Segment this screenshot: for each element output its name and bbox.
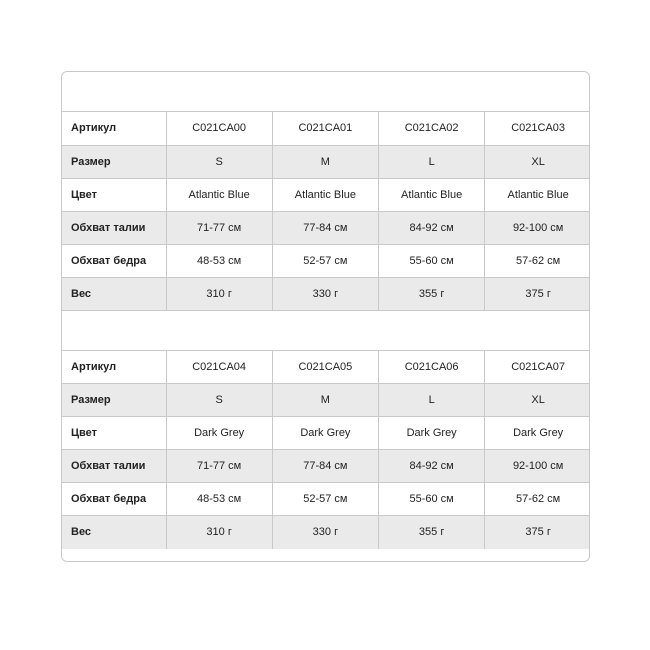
- row-label: Артикул: [62, 112, 166, 145]
- table-cell: 375 г: [485, 277, 590, 310]
- table-cell: 375 г: [485, 516, 590, 549]
- table-cell: Dark Grey: [485, 417, 590, 450]
- row-label: Обхват талии: [62, 450, 166, 483]
- table-cell: M: [272, 384, 378, 417]
- row-label: Артикул: [62, 351, 166, 384]
- table-row: [62, 178, 590, 211]
- table-cell: Atlantic Blue: [272, 178, 378, 211]
- table-cell: C021CA04: [166, 351, 272, 384]
- row-label: Размер: [62, 384, 166, 417]
- table-cell: 71-77 см: [166, 450, 272, 483]
- spec-table-dark-grey: [62, 351, 590, 549]
- table-cell: Dark Grey: [379, 417, 485, 450]
- table-cell: S: [166, 145, 272, 178]
- table-row: [62, 450, 590, 483]
- table-cell: 310 г: [166, 516, 272, 549]
- table-row: [62, 516, 590, 549]
- table-cell: Atlantic Blue: [379, 178, 485, 211]
- table-cell: L: [379, 145, 485, 178]
- table-cell: C021CA03: [485, 112, 590, 145]
- table-cell: C021CA05: [272, 351, 378, 384]
- table-cell: 92-100 см: [485, 211, 590, 244]
- row-label: Размер: [62, 145, 166, 178]
- table-cell: 310 г: [166, 277, 272, 310]
- table-cell: 48-53 см: [166, 483, 272, 516]
- table-cell: 330 г: [272, 516, 378, 549]
- table-cell: 71-77 см: [166, 211, 272, 244]
- table-row: [62, 145, 590, 178]
- table-cell: C021CA00: [166, 112, 272, 145]
- row-label: Вес: [62, 516, 166, 549]
- table-cell: Atlantic Blue: [166, 178, 272, 211]
- table-cell: 77-84 см: [272, 211, 378, 244]
- table-cell: S: [166, 384, 272, 417]
- spec-card: [61, 71, 590, 562]
- table-cell: 84-92 см: [379, 450, 485, 483]
- spec-table-atlantic-blue: [62, 112, 590, 311]
- table-cell: 57-62 см: [485, 244, 590, 277]
- table-row: [62, 211, 590, 244]
- table-row: [62, 351, 590, 384]
- table-row: [62, 417, 590, 450]
- table-cell: 57-62 см: [485, 483, 590, 516]
- table-cell: 77-84 см: [272, 450, 378, 483]
- table-row: [62, 483, 590, 516]
- table-cell: C021CA02: [379, 112, 485, 145]
- table-row: [62, 244, 590, 277]
- table-separator-spacer: [62, 311, 589, 351]
- table-cell: C021CA01: [272, 112, 378, 145]
- table-cell: XL: [485, 384, 590, 417]
- table-cell: Dark Grey: [166, 417, 272, 450]
- table-row: [62, 277, 590, 310]
- table-cell: 355 г: [379, 277, 485, 310]
- row-label: Обхват бедра: [62, 483, 166, 516]
- table-cell: XL: [485, 145, 590, 178]
- table-cell: L: [379, 384, 485, 417]
- table-cell: 48-53 см: [166, 244, 272, 277]
- row-label: Цвет: [62, 417, 166, 450]
- table-cell: 330 г: [272, 277, 378, 310]
- row-label: Вес: [62, 277, 166, 310]
- table-cell: 52-57 см: [272, 483, 378, 516]
- table-cell: 55-60 см: [379, 483, 485, 516]
- table-cell: M: [272, 145, 378, 178]
- row-label: Цвет: [62, 178, 166, 211]
- table-cell: C021CA07: [485, 351, 590, 384]
- table-cell: 355 г: [379, 516, 485, 549]
- table-cell: 92-100 см: [485, 450, 590, 483]
- table-cell: Dark Grey: [272, 417, 378, 450]
- table-cell: C021CA06: [379, 351, 485, 384]
- row-label: Обхват бедра: [62, 244, 166, 277]
- table-cell: Atlantic Blue: [485, 178, 590, 211]
- table-cell: 52-57 см: [272, 244, 378, 277]
- table-header-spacer: [62, 72, 589, 112]
- table-row: [62, 112, 590, 145]
- table-cell: 55-60 см: [379, 244, 485, 277]
- row-label: Обхват талии: [62, 211, 166, 244]
- table-row: [62, 384, 590, 417]
- table-cell: 84-92 см: [379, 211, 485, 244]
